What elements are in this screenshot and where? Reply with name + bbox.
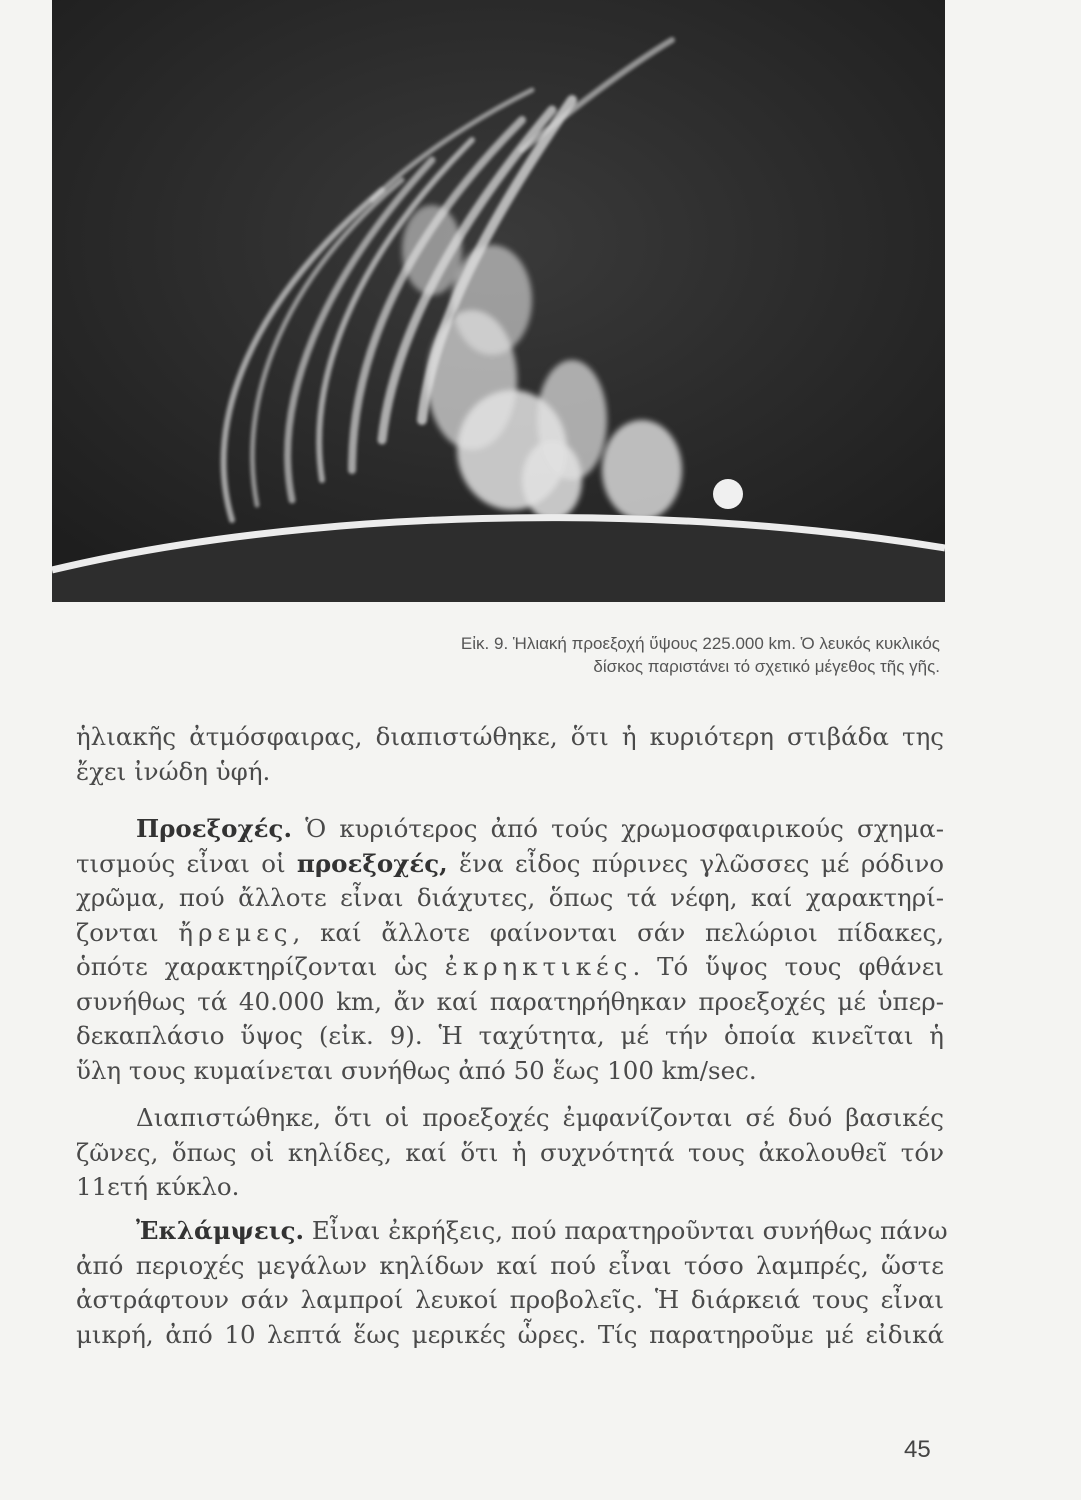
figure-caption [300,632,940,678]
section-heading: Ἐκλάμψεις. [136,1216,305,1245]
text-line [76,950,944,985]
caption-line: δίσκος παριστάνει τό σχετικό μέγεθος τῆς γῆς. [593,657,940,676]
text-fragment: τισμούς εἶναι οἱ [76,848,297,878]
section-heading: Προεξοχές. [136,814,292,843]
text-line [76,812,944,847]
earth-disc [713,479,743,509]
text-line: ἡλιακῆς ἀτμόσφαιρας, διαπιστώθηκε, ὅτι ἡ κυριότερη στιβάδα της [76,722,944,751]
text-line [76,847,944,882]
text-line: χρῶμα, πού ἄλλοτε εἶναι διάχυτες, ὅπως τά νέφη, καί χαρακτηρί- [76,883,944,912]
text-line: ὕλη τους κυμαίνεται συνήθως ἀπό 50 ἕως 100 km/sec. [76,1055,757,1085]
text-fragment: . Τό ὕψος τους φθάνει [632,952,945,981]
text-line: συνήθως τά 40.000 km, ἄν καί παρατηρήθηκαν προεξοχές μέ ὑπερ- [76,986,944,1016]
text-line: Διαπιστώθηκε, ὅτι οἱ προεξοχές ἐμφανίζονται σέ δυό βασικές [136,1103,944,1132]
caption-line: Εἰκ. 9. Ἡλιακή προεξοχή ὕψους 225.000 km. Ὁ λευκός κυκλικός [460,634,940,653]
text-line [76,916,944,951]
paragraph-zones [76,1101,944,1205]
paragraph-prominences [76,812,944,1088]
spaced-term: ἤρεμες [178,917,293,947]
paragraph-atmosphere [76,720,944,789]
text-fragment: ἕνα εἶδος πύρινες γλῶσσες μέ ρόδινο [447,848,944,878]
text-fragment: Ὁ κυριότερος ἀπό τούς χρωμοσφαιρικούς σχημα- [291,814,944,843]
prominence-illustration [52,0,945,602]
spaced-term: ἐκρηκτικές [444,952,633,981]
bold-term: προεξοχές, [296,848,448,878]
text-line: μικρή, ἀπό 10 λεπτά ἕως μερικές ὧρες. Τίς παρατηροῦμε μέ εἰδικά [76,1319,944,1349]
text-line: ἀστράφτουν σάν λαμπροί λευκοί προβολεῖς. Ἡ διάρκειά τους εἶναι [76,1285,944,1314]
page-number: 45 [904,1436,931,1463]
text-fragment: ὁπότε χαρακτηρίζονται ὡς [76,952,445,981]
text-line: ζῶνες, ὅπως οἱ κηλίδες, καί ὅτι ἡ συχνότητά τους ἀκολουθεῖ τόν [76,1137,944,1167]
text-line: ἀπό περιοχές μεγάλων κηλίδων καί πού εἶναι τόσο λαμπρές, ὥστε [76,1250,944,1280]
text-line: ἔχει ἰνώδη ὑφή. [76,756,271,786]
text-line [76,1214,948,1249]
text-fragment: , καί ἄλλοτε φαίνονται σάν πελώριοι πίδακες, [292,917,944,947]
text-fragment: ζονται [76,917,179,947]
paragraph-flares [76,1214,948,1352]
text-line: δεκαπλάσιο ὕψος (εἰκ. 9). Ἡ ταχύτητα, μέ τήν ὁποία κινεῖται ἡ [76,1021,944,1050]
solar-prominence-photo [52,0,945,602]
text-fragment: Εἶναι ἐκρήξεις, πού παρατηροῦνται συνήθως πάνω [304,1216,948,1245]
text-line: 11ετή κύκλο. [76,1172,240,1201]
